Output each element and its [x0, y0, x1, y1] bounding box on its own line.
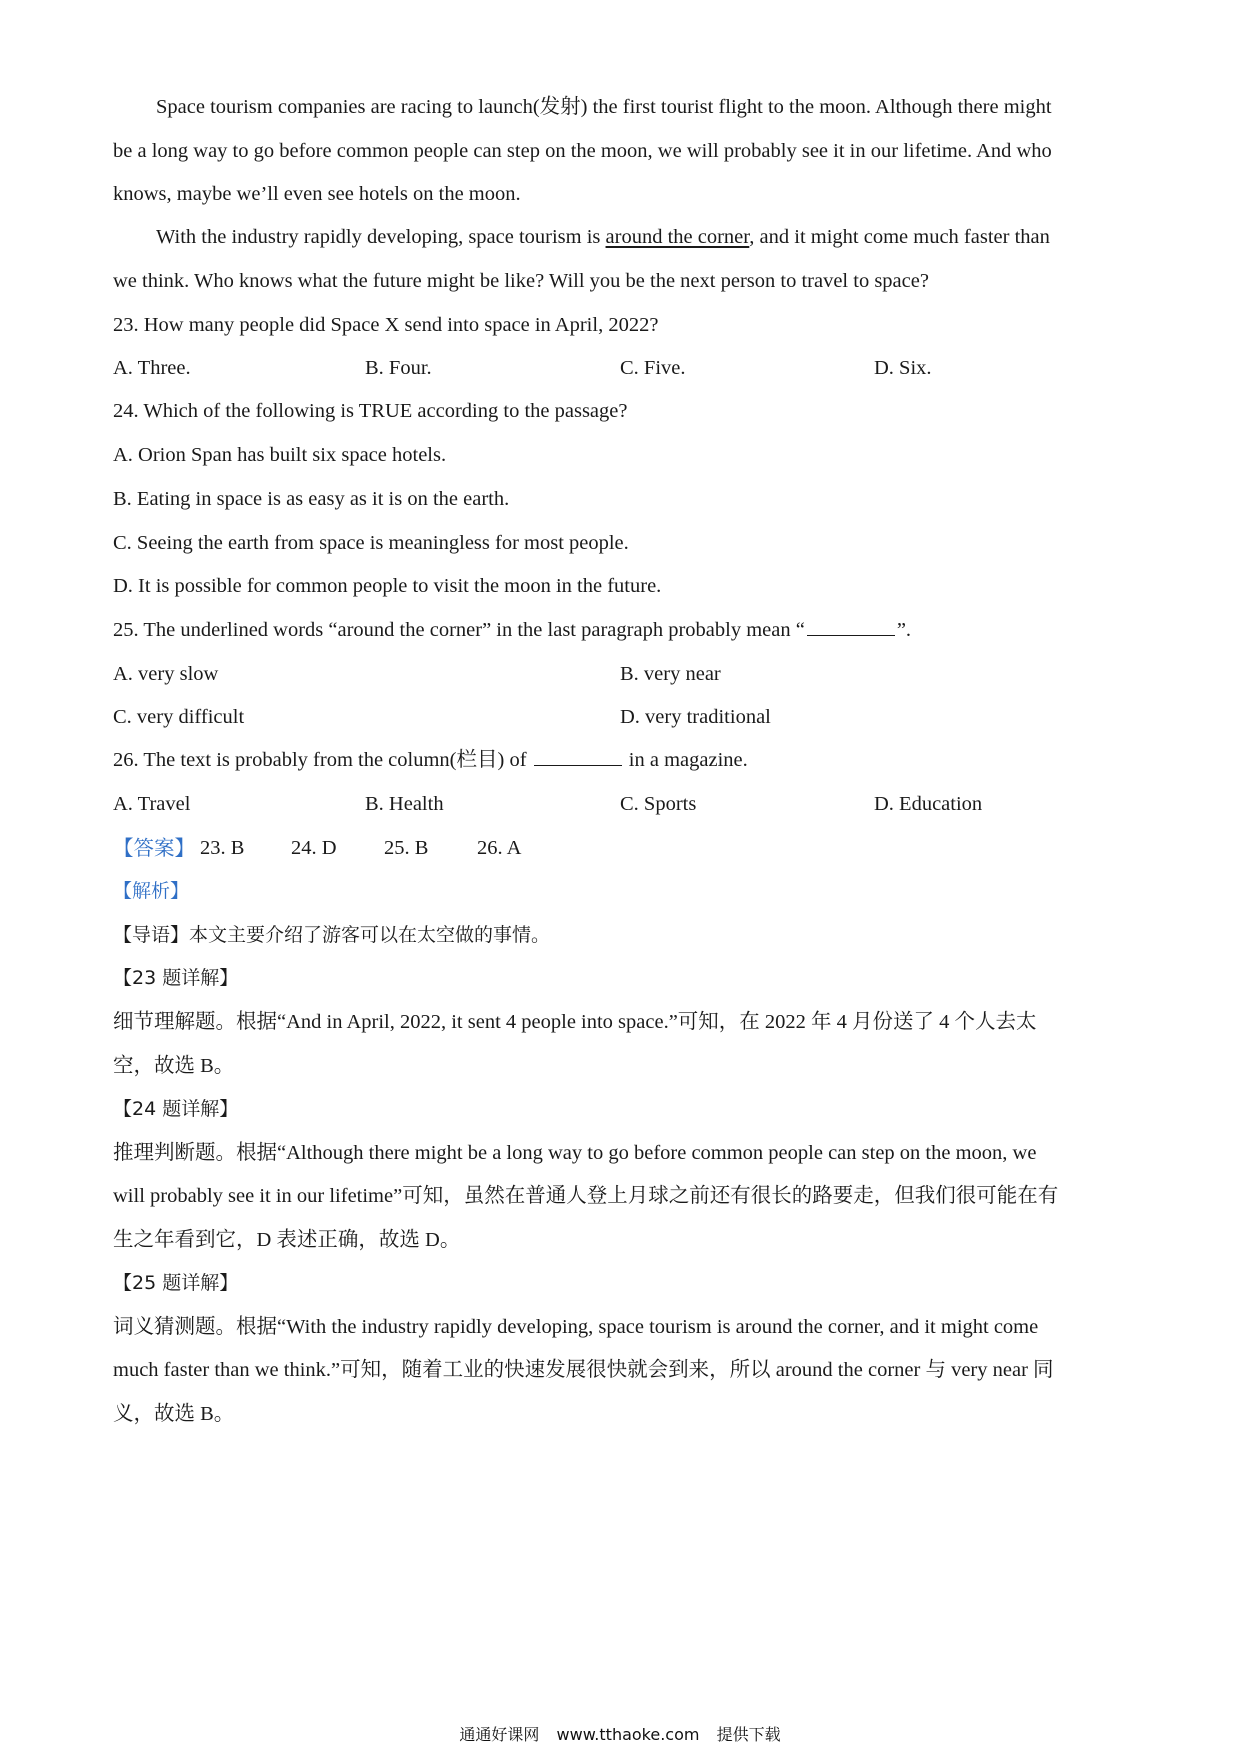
q25-stem-text: 25. The underlined words “around the corner” in the last paragraph probably mean “	[113, 619, 805, 641]
q23-option-d: D. Six.	[874, 357, 932, 379]
question-25-stem	[113, 617, 911, 643]
q23-option-a: A. Three.	[113, 357, 191, 379]
q26-stem-text: 26. The text is probably from the column(栏目) of	[113, 749, 527, 771]
passage-text: With the industry rapidly developing, space tourism is	[156, 226, 606, 248]
q26-stem-end: in a magazine.	[628, 749, 748, 771]
answer-label: 【答案】	[113, 836, 195, 860]
q26-option-b: B. Health	[365, 793, 444, 815]
detail-24-line: 推理判断题。根据“Although there might be a long way to go before common people can step on the moon, we	[113, 1142, 1037, 1164]
detail-24-label: 【24 题详解】	[113, 1098, 239, 1120]
q24-option-c: C. Seeing the earth from space is meaningless for most people.	[113, 532, 629, 554]
passage-line: be a long way to go before common people can step on the moon, we will probably see it in our lifetime. And who	[113, 140, 1052, 162]
q24-option-d: D. It is possible for common people to visit the moon in the future.	[113, 575, 662, 597]
q24-option-a: A. Orion Span has built six space hotels.	[113, 444, 447, 466]
q25-option-b: B. very near	[620, 663, 721, 685]
answer-item: 24. D	[291, 837, 337, 859]
intro-label: 【导语】	[113, 924, 190, 946]
answer-blank	[807, 617, 895, 636]
footer-url[interactable]: www.tthaoke.com	[556, 1725, 700, 1744]
passage-line: knows, maybe we’ll even see hotels on the moon.	[113, 183, 521, 205]
q26-option-d: D. Education	[874, 793, 983, 815]
underlined-phrase: around the corner	[605, 226, 750, 248]
detail-25-line: much faster than we think.”可知，随着工业的快速发展很快就会到来，所以 around the corner 与 very near 同	[113, 1359, 1054, 1381]
footer-tagline: 提供下载	[716, 1725, 781, 1744]
answer-blank	[534, 747, 622, 766]
answer-item: 26. A	[477, 837, 522, 859]
passage-line	[156, 224, 1050, 250]
q25-option-c: C. very difficult	[113, 706, 245, 728]
q26-option-c: C. Sports	[620, 793, 697, 815]
question-26-stem	[113, 747, 748, 773]
passage-line: we think. Who knows what the future might be like? Will you be the next person to travel to space?	[113, 270, 929, 292]
footer-site-name: 通通好课网	[459, 1725, 540, 1744]
question-24-stem: 24. Which of the following is TRUE according to the passage?	[113, 400, 628, 422]
answer-item: 25. B	[384, 837, 429, 859]
passage-text: , and it might come much faster than	[749, 226, 1050, 248]
q24-option-b: B. Eating in space is as easy as it is on the earth.	[113, 488, 510, 510]
passage-line: Space tourism companies are racing to launch(发射) the first tourist flight to the moon. Although there might	[156, 96, 1052, 118]
answer-item: 23. B	[200, 837, 245, 859]
intro-text: 本文主要介绍了游客可以在太空做的事情。	[189, 924, 551, 946]
detail-24-line: will probably see it in our lifetime”可知，虽然在普通人登上月球之前还有很长的路要走，但我们很可能在有	[113, 1185, 1059, 1207]
detail-23-line: 空，故选 B。	[113, 1055, 235, 1077]
intro-line	[113, 922, 550, 948]
q23-option-c: C. Five.	[620, 357, 686, 379]
q25-stem-end: ”.	[896, 619, 912, 641]
detail-25-label: 【25 题详解】	[113, 1272, 239, 1294]
q23-option-b: B. Four.	[365, 357, 432, 379]
page-footer	[0, 1722, 1240, 1745]
detail-23-label: 【23 题详解】	[113, 967, 239, 989]
q25-option-a: A. very slow	[113, 663, 219, 685]
detail-25-line: 义，故选 B。	[113, 1403, 235, 1425]
q25-option-d: D. very traditional	[620, 706, 771, 728]
detail-23-line: 细节理解题。根据“And in April, 2022, it sent 4 people into space.”可知，在 2022 年 4 月份送了 4 个人去太	[113, 1011, 1037, 1033]
q26-option-a: A. Travel	[113, 793, 191, 815]
detail-24-line: 生之年看到它，D 表述正确，故选 D。	[113, 1229, 461, 1251]
detail-25-line: 词义猜测题。根据“With the industry rapidly developing, space tourism is around the corner, and it might come	[113, 1316, 1039, 1338]
question-23-stem: 23. How many people did Space X send into space in April, 2022?	[113, 314, 659, 336]
analysis-label: 【解析】	[113, 880, 190, 902]
